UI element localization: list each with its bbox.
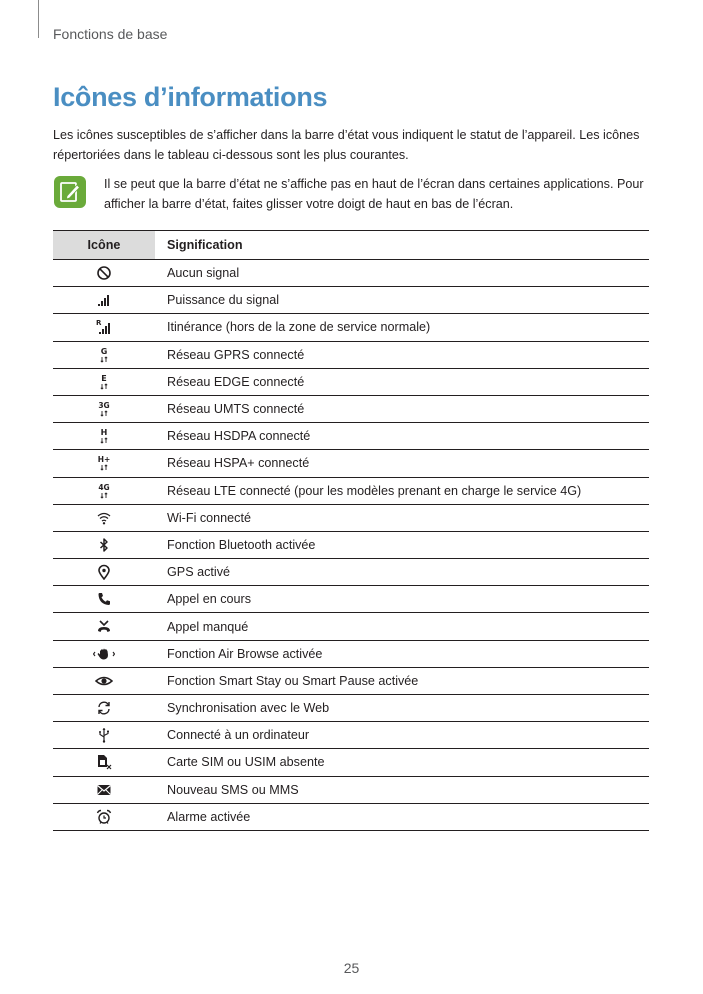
table-row [53,341,649,368]
missed-call-icon [96,619,112,635]
network-glyph: G [100,346,108,356]
alarm-icon [96,809,112,825]
row-meaning: GPS activé [155,559,649,586]
roaming-icon [95,318,113,336]
row-meaning: Réseau HSDPA connecté [155,423,649,450]
row-meaning: Puissance du signal [155,287,649,314]
table-row [53,722,649,749]
column-header-meaning: Signification [155,231,649,260]
table-row [53,559,649,586]
column-header-icon: Icône [53,231,155,260]
table-row [53,395,649,422]
wifi-icon [96,510,112,526]
air-browse-icon [93,646,115,662]
corner-mark [38,0,39,38]
row-meaning: Synchronisation avec le Web [155,695,649,722]
page-title: Icônes d’informations [53,82,328,112]
table-row [53,477,649,504]
edge-icon [95,373,113,391]
umts-icon [95,400,113,418]
table-row [53,423,649,450]
row-meaning: Carte SIM ou USIM absente [155,749,649,776]
intro-paragraph: Les icônes susceptibles de s’afficher dans la barre d’état vous indiquent le statut de l’appareil. Les icônes répertoriées dans le tableau ci-dessous sont les plus courantes. [53,128,640,162]
table-header-row [53,231,649,260]
row-meaning: Wi-Fi connecté [155,504,649,531]
table-row [53,287,649,314]
usb-icon [97,727,111,743]
lte-icon [95,482,113,500]
row-meaning: Connecté à un ordinateur [155,722,649,749]
hspa-plus-icon [95,454,113,472]
network-glyph: E [101,373,107,383]
page-number: 25 [343,960,360,976]
row-meaning: Réseau HSPA+ connecté [155,450,649,477]
table-row [53,776,649,803]
row-meaning: Réseau GPRS connecté [155,341,649,368]
pencil-note-icon [54,176,86,208]
gps-icon [96,564,112,580]
smart-stay-eye-icon [95,673,113,689]
table-row [53,640,649,667]
table-row [53,613,649,640]
table-row [53,450,649,477]
row-meaning: Réseau EDGE connecté [155,368,649,395]
row-meaning: Réseau UMTS connecté [155,395,649,422]
call-icon [96,591,112,607]
network-glyph: H [100,428,108,438]
table-row [53,260,649,287]
sync-icon [96,700,112,716]
no-signal-icon [96,265,112,281]
network-glyph: 4G [98,482,110,492]
table-row [53,314,649,341]
row-meaning: Itinérance (hors de la zone de service normale) [155,314,649,341]
table-row [53,531,649,558]
row-meaning: Alarme activée [155,803,649,830]
row-meaning: Fonction Bluetooth activée [155,531,649,558]
note-text: Il se peut que la barre d’état ne s’affiche pas en haut de l’écran dans certaines applications. Pour afficher la barre d’état, faites glisser votre doigt de haut en bas de l’écran. [104,177,644,211]
row-meaning: Nouveau SMS ou MMS [155,776,649,803]
table-row [53,504,649,531]
network-glyph: H+ [97,455,111,465]
row-meaning: Appel en cours [155,586,649,613]
envelope-icon [96,782,112,798]
table-row [53,667,649,694]
roaming-glyph: R [96,319,102,328]
gprs-icon [95,346,113,364]
row-meaning: Aucun signal [155,260,649,287]
no-sim-icon [95,754,113,770]
signal-strength-icon [96,292,112,308]
table-row [53,368,649,395]
hsdpa-icon [95,427,113,445]
icon-table [53,230,649,831]
table-row [53,803,649,830]
row-meaning: Fonction Air Browse activée [155,640,649,667]
row-meaning: Appel manqué [155,613,649,640]
network-glyph: 3G [98,401,110,411]
row-meaning: Fonction Smart Stay ou Smart Pause activée [155,667,649,694]
row-meaning: Réseau LTE connecté (pour les modèles prenant en charge le service 4G) [155,477,649,504]
table-row [53,749,649,776]
table-row [53,586,649,613]
bluetooth-icon [96,537,112,553]
section-header: Fonctions de base [53,26,168,42]
table-row [53,695,649,722]
